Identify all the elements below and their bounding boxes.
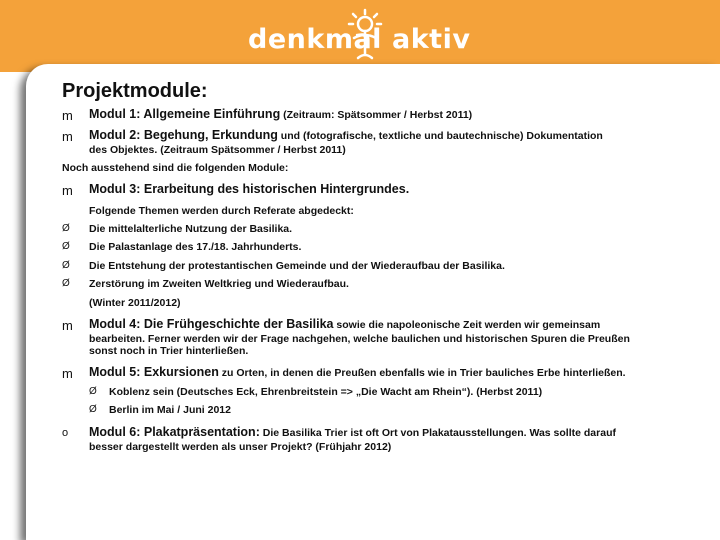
arrow-bullet-icon: Ø — [62, 223, 70, 234]
page-title: Projektmodule: — [62, 80, 208, 102]
module-3-period: (Winter 2011/2012) — [89, 297, 181, 309]
topic-item: Zerstörung im Zweiten Weltkrieg und Wiederaufbau. — [89, 278, 349, 290]
sun-figure-icon — [340, 8, 390, 64]
arrow-bullet-icon: Ø — [62, 278, 70, 289]
bullet-icon: m — [62, 366, 73, 381]
module-2-title: Modul 2: Begehung, Erkundung — [89, 128, 278, 142]
module-1-title: Modul 1: Allgemeine Einführung — [89, 107, 281, 121]
module-3-title: Modul 3: Erarbeitung des historischen Hintergrundes. — [89, 182, 410, 196]
bullet-icon: m — [62, 129, 73, 144]
topic-item: Die mittelalterliche Nutzung der Basilika. — [89, 223, 293, 235]
logo-text-denkmal: denkmal — [248, 24, 382, 55]
module-5-desc: zu Orten, in denen die Preußen ebenfalls wie in Trier bauliches Erbe hinterließen. — [218, 367, 626, 379]
module-4-desc: sowie die napoleonische Zeit werden wir gemeinsam — [333, 319, 601, 331]
module-5 — [89, 366, 626, 380]
module-6-title: Modul 6: Plakatpräsentation: — [89, 425, 260, 439]
module-6-desc: Die Basilika Trier ist oft Ort von Plakatausstellungen. Was sollte darauf — [259, 427, 616, 439]
module-1-period: (Zeitraum: Spätsommer / Herbst 2011) — [280, 109, 473, 121]
bullet-icon: m — [62, 318, 73, 333]
arrow-bullet-icon: Ø — [62, 241, 70, 252]
module-1 — [89, 108, 472, 122]
module-2-line2: des Objektes. (Zeitraum Spätsommer / Herbst 2011) — [89, 144, 346, 156]
trip-item: Koblenz sein (Deutsches Eck, Ehrenbreitstein => „Die Wacht am Rhein“). (Herbst 2011) — [109, 386, 543, 398]
arrow-bullet-icon: Ø — [89, 386, 97, 397]
module-4-title: Modul 4: Die Frühgeschichte der Basilika — [89, 317, 334, 331]
logo-text-aktiv: aktiv — [392, 24, 471, 55]
module-6-line2: besser dargestellt werden als unser Projekt? (Frühjahr 2012) — [89, 441, 392, 453]
arrow-bullet-icon: Ø — [89, 404, 97, 415]
module-2-desc: und (fotografische, textliche und bautechnische) Dokumentation — [277, 130, 603, 142]
module-3-intro: Folgende Themen werden durch Referate abgedeckt: — [89, 205, 354, 217]
module-4-line3: sonst noch in Trier hinterließen. — [89, 345, 249, 357]
bullet-icon: o — [62, 427, 69, 439]
module-2 — [89, 129, 603, 143]
arrow-bullet-icon: Ø — [62, 260, 70, 271]
module-5-title: Modul 5: Exkursionen — [89, 365, 219, 379]
pending-note: Noch ausstehend sind die folgenden Module: — [62, 162, 289, 174]
module-6 — [89, 426, 616, 440]
logo — [240, 8, 480, 64]
bullet-icon: m — [62, 183, 73, 198]
module-4 — [89, 318, 600, 332]
module-4-line2: bearbeiten. Ferner werden wir der Frage nachgehen, welche baulichen und historischen Spuren die Preußen — [89, 333, 630, 345]
trip-item: Berlin im Mai / Juni 2012 — [109, 404, 231, 416]
bullet-icon: m — [62, 108, 73, 123]
topic-item: Die Entstehung der protestantischen Gemeinde und der Wiederaufbau der Basilika. — [89, 260, 505, 272]
topic-item: Die Palastanlage des 17./18. Jahrhunderts. — [89, 241, 302, 253]
module-3 — [89, 183, 409, 196]
